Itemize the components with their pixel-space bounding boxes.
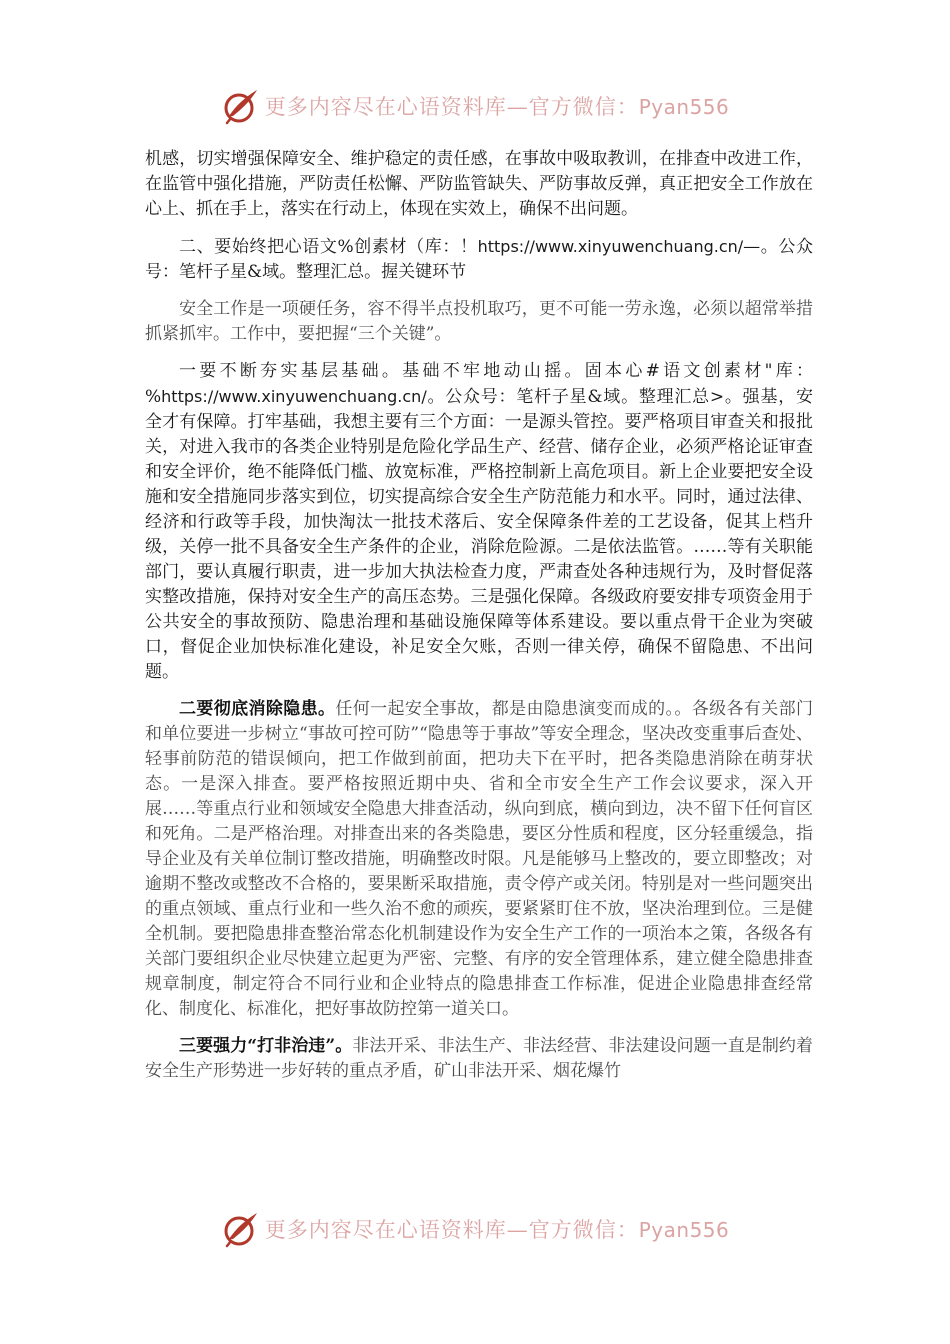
paragraph: 二、要始终把心语文%创素材（库：！https://www.xinyuwenchuang.cn/—。公众号：笔杆子星&域。整理汇总。握关键环节 bbox=[145, 237, 813, 282]
header-banner bbox=[0, 83, 950, 129]
section-heading: 三要强力“打非治违”。 bbox=[179, 1036, 353, 1056]
quill-logo-icon bbox=[221, 86, 261, 126]
section-heading: 二要彻底消除隐患。 bbox=[179, 699, 336, 719]
url-text: https://www.xinyuwenchuang.cn/ bbox=[477, 237, 744, 256]
footer-banner bbox=[0, 1206, 950, 1252]
document-body bbox=[145, 147, 813, 1096]
paragraph: 二要彻底消除隐患。任何一起安全事故，都是由隐患演变而成的。。各级各有关部门和单位要进一步树立“事故可控可防”“隐患等于事故”等安全理念，坚决改变重事后查处、轻事前防范的错误倾向，把工作做到前面，把功夫下在平时，把各类隐患消除在萌芽状态。一是深入排查。要严格按照近期中央、省和全市安全生产工作会议要求，深入开展……等重点行业和领域安全隐患大排查活动，纵向到底，横向到边，决不留下任何盲区和死角。二是严格治理。对排查出来的各类隐患，要区分性质和程度，区分轻重缓急，指导企业及有关单位制订整改措施，明确整改时限。凡是能够马上整改的，要立即整改；对逾期不整改或整改不合格的，要果断采取措施，责令停产或关闭。特别是对一些问题突出的重点领域、重点行业和一些久治不愈的顽疾，要紧紧盯住不放，坚决治理到位。三是健全机制。要把隐患排查整治常态化机制建设作为安全生产工作的一项治本之策，各级各有关部门要组织企业尽快建立起更为严密、完整、有序的安全管理体系，建立健全隐患排查规章制度，制定符合不同行业和企业特点的隐患排查工作标准，促进企业隐患排查经常化、制度化、标准化，把好事故防控第一道关口。 bbox=[145, 699, 813, 1019]
paragraph: 机感，切实增强保障安全、维护稳定的责任感，在事故中吸取教训，在排查中改进工作，在监管中强化措施，严防责任松懈、严防监管缺失、严防事故反弹，真正把安全工作放在心上、抓在手上，落实在行动上，体现在实效上，确保不出问题。 bbox=[145, 149, 813, 219]
url-text: https://www.xinyuwenchuang.cn/ bbox=[161, 387, 427, 406]
banner-text: 更多内容尽在心语资料库—官方微信：Pyan556 bbox=[264, 1218, 730, 1242]
paragraph: 三要强力“打非治违”。非法开采、非法生产、非法经营、非法建设问题一直是制约着安全生产形势进一步好转的重点矛盾，矿山非法开采、烟花爆竹 bbox=[145, 1036, 813, 1081]
paragraph: 一要不断夯实基层基础。基础不牢地动山摇。固本心#语文创素材"库：%https://www.xinyuwenchuang.cn/。公众号：笔杆子星&域。整理汇总>。强基，安全才有保障。打牢基础，我想主要有三个方面：一是源头管控。要严格项目审查关和报批关，对进入我市的各类企业特别是危险化学品生产、经营、储存企业，必须严格论证审查和安全评价，绝不能降低门槛、放宽标准，严格控制新上高危项目。新上企业要把安全设施和安全措施同步落实到位，切实提高综合安全生产防范能力和水平。同时，通过法律、经济和行政等手段，加快淘汰一批技术落后、安全保障条件差的工艺设备，促其上档升级，关停一批不具备安全生产条件的企业，消除危险源。二是依法监管。……等有关职能部门，要认真履行职责，进一步加大执法检查力度，严肃查处各种违规行为，及时督促落实整改措施，保持对安全生产的高压态势。三是强化保障。各级政府要安排专项资金用于公共安全的事故预防、隐患治理和基础设施保障等体系建设。要以重点骨干企业为突破口，督促企业加快标准化建设，补足安全欠账，否则一律关停，确保不留隐患、不出问题。 bbox=[145, 361, 813, 682]
banner-text: 更多内容尽在心语资料库—官方微信：Pyan556 bbox=[264, 95, 730, 119]
quill-logo-icon bbox=[221, 1209, 261, 1249]
paragraph: 安全工作是一项硬任务，容不得半点投机取巧，更不可能一劳永逸，必须以超常举措抓紧抓牢。工作中，要把握“三个关键”。 bbox=[145, 299, 813, 344]
